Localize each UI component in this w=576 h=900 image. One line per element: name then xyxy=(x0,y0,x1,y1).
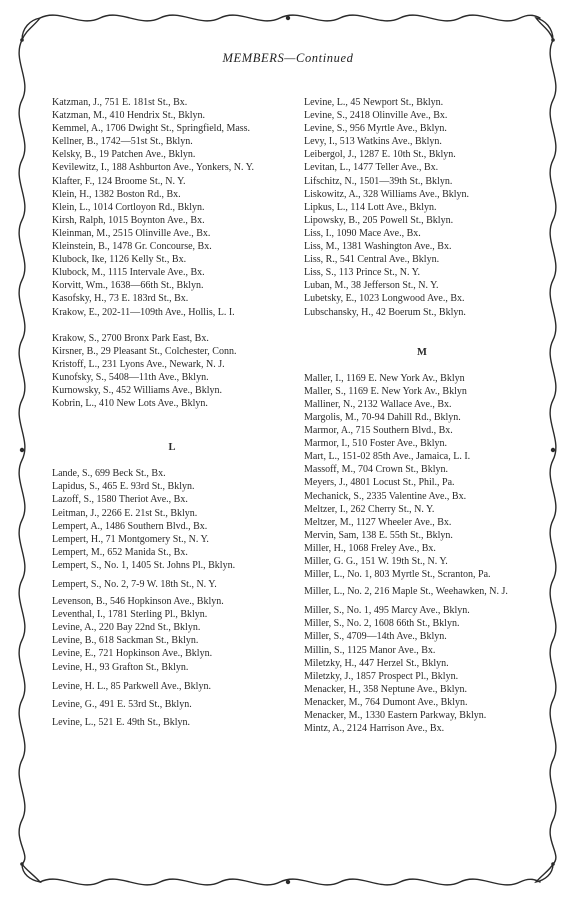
section-heading-m: M xyxy=(417,346,427,358)
list-item: Marmor, A., 715 Southern Blvd., Bx. xyxy=(304,425,453,437)
list-item: Lempert, A., 1486 Southern Blvd., Bx. xyxy=(52,520,208,532)
spacer xyxy=(52,410,292,441)
list-item: Miller, S., 4709—14th Ave., Bklyn. xyxy=(304,631,447,643)
list-item: Liskowitz, A., 328 Williams Ave., Bklyn. xyxy=(304,188,470,200)
list-item: Lempert, M., 652 Manida St., Bx. xyxy=(52,546,188,558)
list-item: Miletzky, J., 1857 Prospect Pl., Bklyn. xyxy=(304,670,459,682)
list-item: Lempert, H., 71 Montgomery St., N. Y. xyxy=(52,533,209,545)
list-item: Klein, L., 1014 Cortloyon Rd., Bklyn. xyxy=(52,201,205,213)
list-item: Levine, S., 956 Myrtle Ave., Bklyn. xyxy=(304,123,447,135)
list-item: Katzman, M., 410 Hendrix St., Bklyn. xyxy=(52,110,206,122)
list-item: Levine, G., 491 E. 53rd St., Bklyn. xyxy=(52,698,192,710)
list-item: Kellner, B., 1742—51st St., Bklyn. xyxy=(52,136,193,148)
list-item: Margolis, M., 70-94 Dahill Rd., Bklyn. xyxy=(304,411,461,423)
list-item: Kelsky, B., 19 Patchen Ave., Bklyn. xyxy=(52,149,196,161)
list-item: Mervin, Sam, 138 E. 55th St., Bklyn. xyxy=(304,529,453,541)
list-item: Leventhal, I., 1781 Sterling Pl., Bklyn. xyxy=(52,609,208,621)
l-entries-continued-list xyxy=(304,96,540,319)
list-item: Marmor, I., 510 Foster Ave., Bklyn. xyxy=(304,438,448,450)
list-item: Lempert, S., No. 2, 7-9 W. 18th St., N. Y. xyxy=(52,579,217,590)
list-item: Levine, H. L., 85 Parkwell Ave., Bklyn. xyxy=(52,680,211,692)
list-item: Kunofsky, S., 5408—11th Ave., Bklyn. xyxy=(52,371,209,383)
list-item: Liss, R., 541 Central Ave., Bklyn. xyxy=(304,254,440,266)
list-item: Kleinstein, B., 1478 Gr. Concourse, Bx. xyxy=(52,241,212,253)
list-item: Klubock, M., 1115 Intervale Ave., Bx. xyxy=(52,267,205,279)
list-item: Lempert, S., No. 1, 1405 St. Johns Pl., Bklyn. xyxy=(52,559,236,571)
list-item: Leitman, J., 2266 E. 21st St., Bklyn. xyxy=(52,507,198,519)
list-item: Levine, S., 2418 Olinville Ave., Bx. xyxy=(304,110,448,122)
list-item: Levine, H., 93 Grafton St., Bklyn. xyxy=(52,661,189,673)
section-heading-l: L xyxy=(168,442,176,454)
list-item: Levitan, L., 1477 Teller Ave., Bx. xyxy=(304,162,439,174)
list-item: Levine, E., 721 Hopkinson Ave., Bklyn. xyxy=(52,648,213,660)
spacer xyxy=(52,454,292,467)
list-item: Krakow, E., 202-11—109th Ave., Hollis, L. I. xyxy=(52,306,235,318)
list-item: Miller, L., No. 1, 803 Myrtle St., Scranton, Pa. xyxy=(304,569,491,581)
left-column xyxy=(52,96,292,729)
list-item: Klubock, Ike, 1126 Kelly St., Bx. xyxy=(52,254,187,266)
list-item: Katzman, J., 751 E. 181st St., Bx. xyxy=(52,97,188,108)
list-item: Mintz, A., 2124 Harrison Ave., Bx. xyxy=(304,723,445,735)
list-item: Levine, L., 521 E. 49th St., Bklyn. xyxy=(52,716,191,728)
list-item: Liss, S., 113 Prince St., N. Y. xyxy=(304,267,421,279)
list-item: Kevilewitz, I., 188 Ashburton Ave., Yonkers, N. Y. xyxy=(52,162,255,174)
l-entries-list xyxy=(52,467,292,729)
list-item: Miller, G. G., 151 W. 19th St., N. Y. xyxy=(304,556,448,567)
list-item: Malliner, N., 2132 Wallace Ave., Bx. xyxy=(304,398,452,410)
right-column xyxy=(304,96,540,735)
list-item: Klein, H., 1382 Boston Rd., Bx. xyxy=(52,188,181,200)
list-item: Leibergol, J., 1287 E. 10th St., Bklyn. xyxy=(304,149,456,161)
page-title: MEMBERS—Continued xyxy=(222,51,354,65)
list-item: Liss, I., 1090 Mace Ave., Bx. xyxy=(304,227,421,239)
spacer xyxy=(304,359,540,372)
list-item: Levy, I., 513 Watkins Ave., Bklyn. xyxy=(304,136,442,148)
list-item: Meyers, J., 4801 Locust St., Phil., Pa. xyxy=(304,477,455,489)
list-item: Kasofsky, H., 73 E. 183rd St., Bx. xyxy=(52,293,189,305)
list-item: Levine, B., 618 Sackman St., Bklyn. xyxy=(52,635,199,647)
m-entries-list xyxy=(304,372,540,736)
list-item: Kemmel, A., 1706 Dwight St., Springfield, Mass. xyxy=(52,123,251,135)
list-item: Miller, S., No. 2, 1608 66th St., Bklyn. xyxy=(304,618,460,630)
list-item: Lifschitz, N., 1501—39th St., Bklyn. xyxy=(304,175,453,187)
spacer xyxy=(52,319,292,332)
list-item: Millin, S., 1125 Manor Ave., Bx. xyxy=(304,644,436,656)
list-item: Levine, A., 220 Bay 22nd St., Bklyn. xyxy=(52,622,201,634)
list-item: Lazoff, S., 1580 Theriot Ave., Bx. xyxy=(52,494,188,506)
list-item: Meltzer, I., 262 Cherry St., N. Y. xyxy=(304,503,435,515)
list-item: Menacker, H., 358 Neptune Ave., Bklyn. xyxy=(304,683,467,695)
list-item: Lipkus, L., 114 Lott Ave., Bklyn. xyxy=(304,201,437,213)
list-item: Kleinman, M., 2515 Olinville Ave., Bx. xyxy=(52,227,211,239)
list-item: Krakow, S., 2700 Bronx Park East, Bx. xyxy=(52,332,209,344)
list-item: Massoff, M., 704 Crown St., Bklyn. xyxy=(304,464,448,476)
list-item: Kirsner, B., 29 Pleasant St., Colchester, Conn. xyxy=(52,345,237,357)
list-item: Levine, L., 45 Newport St., Bklyn. xyxy=(304,97,444,108)
list-item: Korvitt, Wm., 1638—66th St., Bklyn. xyxy=(52,280,204,292)
list-item: Maller, I., 1169 E. New York Av., Bklyn xyxy=(304,372,465,384)
list-item: Kobrin, L., 410 New Lots Ave., Bklyn. xyxy=(52,398,208,410)
list-item: Miller, H., 1068 Freley Ave., Bx. xyxy=(304,542,436,554)
list-item: Kirsh, Ralph, 1015 Boynton Ave., Bx. xyxy=(52,214,205,226)
k-entries-list xyxy=(52,96,292,410)
list-item: Liss, M., 1381 Washington Ave., Bx. xyxy=(304,241,452,253)
list-item: Menacker, M., 764 Dumont Ave., Bklyn. xyxy=(304,696,468,708)
spacer xyxy=(304,319,540,346)
list-item: Miller, L., No. 2, 216 Maple St., Weehawken, N. J. xyxy=(304,586,508,598)
list-item: Lipowsky, B., 205 Powell St., Bklyn. xyxy=(304,214,454,226)
list-item: Miller, S., No. 1, 495 Marcy Ave., Bklyn. xyxy=(304,605,470,617)
list-item: Mechanick, S., 2335 Valentine Ave., Bx. xyxy=(304,490,467,502)
list-item: Mart, L., 151-02 85th Ave., Jamaica, L. I. xyxy=(304,451,471,463)
list-item: Klafter, F., 124 Broome St., N. Y. xyxy=(52,175,186,187)
list-item: Maller, S., 1169 E. New York Av., Bklyn xyxy=(304,385,467,397)
list-item: Menacker, M., 1330 Eastern Parkway, Bklyn. xyxy=(304,710,487,722)
list-item: Lande, S., 699 Beck St., Bx. xyxy=(52,468,166,480)
list-item: Kristoff, L., 231 Lyons Ave., Newark, N. J. xyxy=(52,358,225,370)
list-item: Luban, M., 38 Jefferson St., N. Y. xyxy=(304,280,439,292)
list-item: Kurnowsky, S., 452 Williams Ave., Bklyn. xyxy=(52,384,222,396)
list-item: Meltzer, M., 1127 Wheeler Ave., Bx. xyxy=(304,516,452,528)
list-item: Lapidus, S., 465 E. 93rd St., Bklyn. xyxy=(52,481,195,493)
list-item: Levenson, B., 546 Hopkinson Ave., Bklyn. xyxy=(52,596,224,608)
list-item: Miletzky, H., 447 Herzel St., Bklyn. xyxy=(304,657,449,669)
list-item: Lubetsky, E., 1023 Longwood Ave., Bx. xyxy=(304,293,465,305)
list-item: Lubschansky, H., 42 Boerum St., Bklyn. xyxy=(304,306,466,318)
